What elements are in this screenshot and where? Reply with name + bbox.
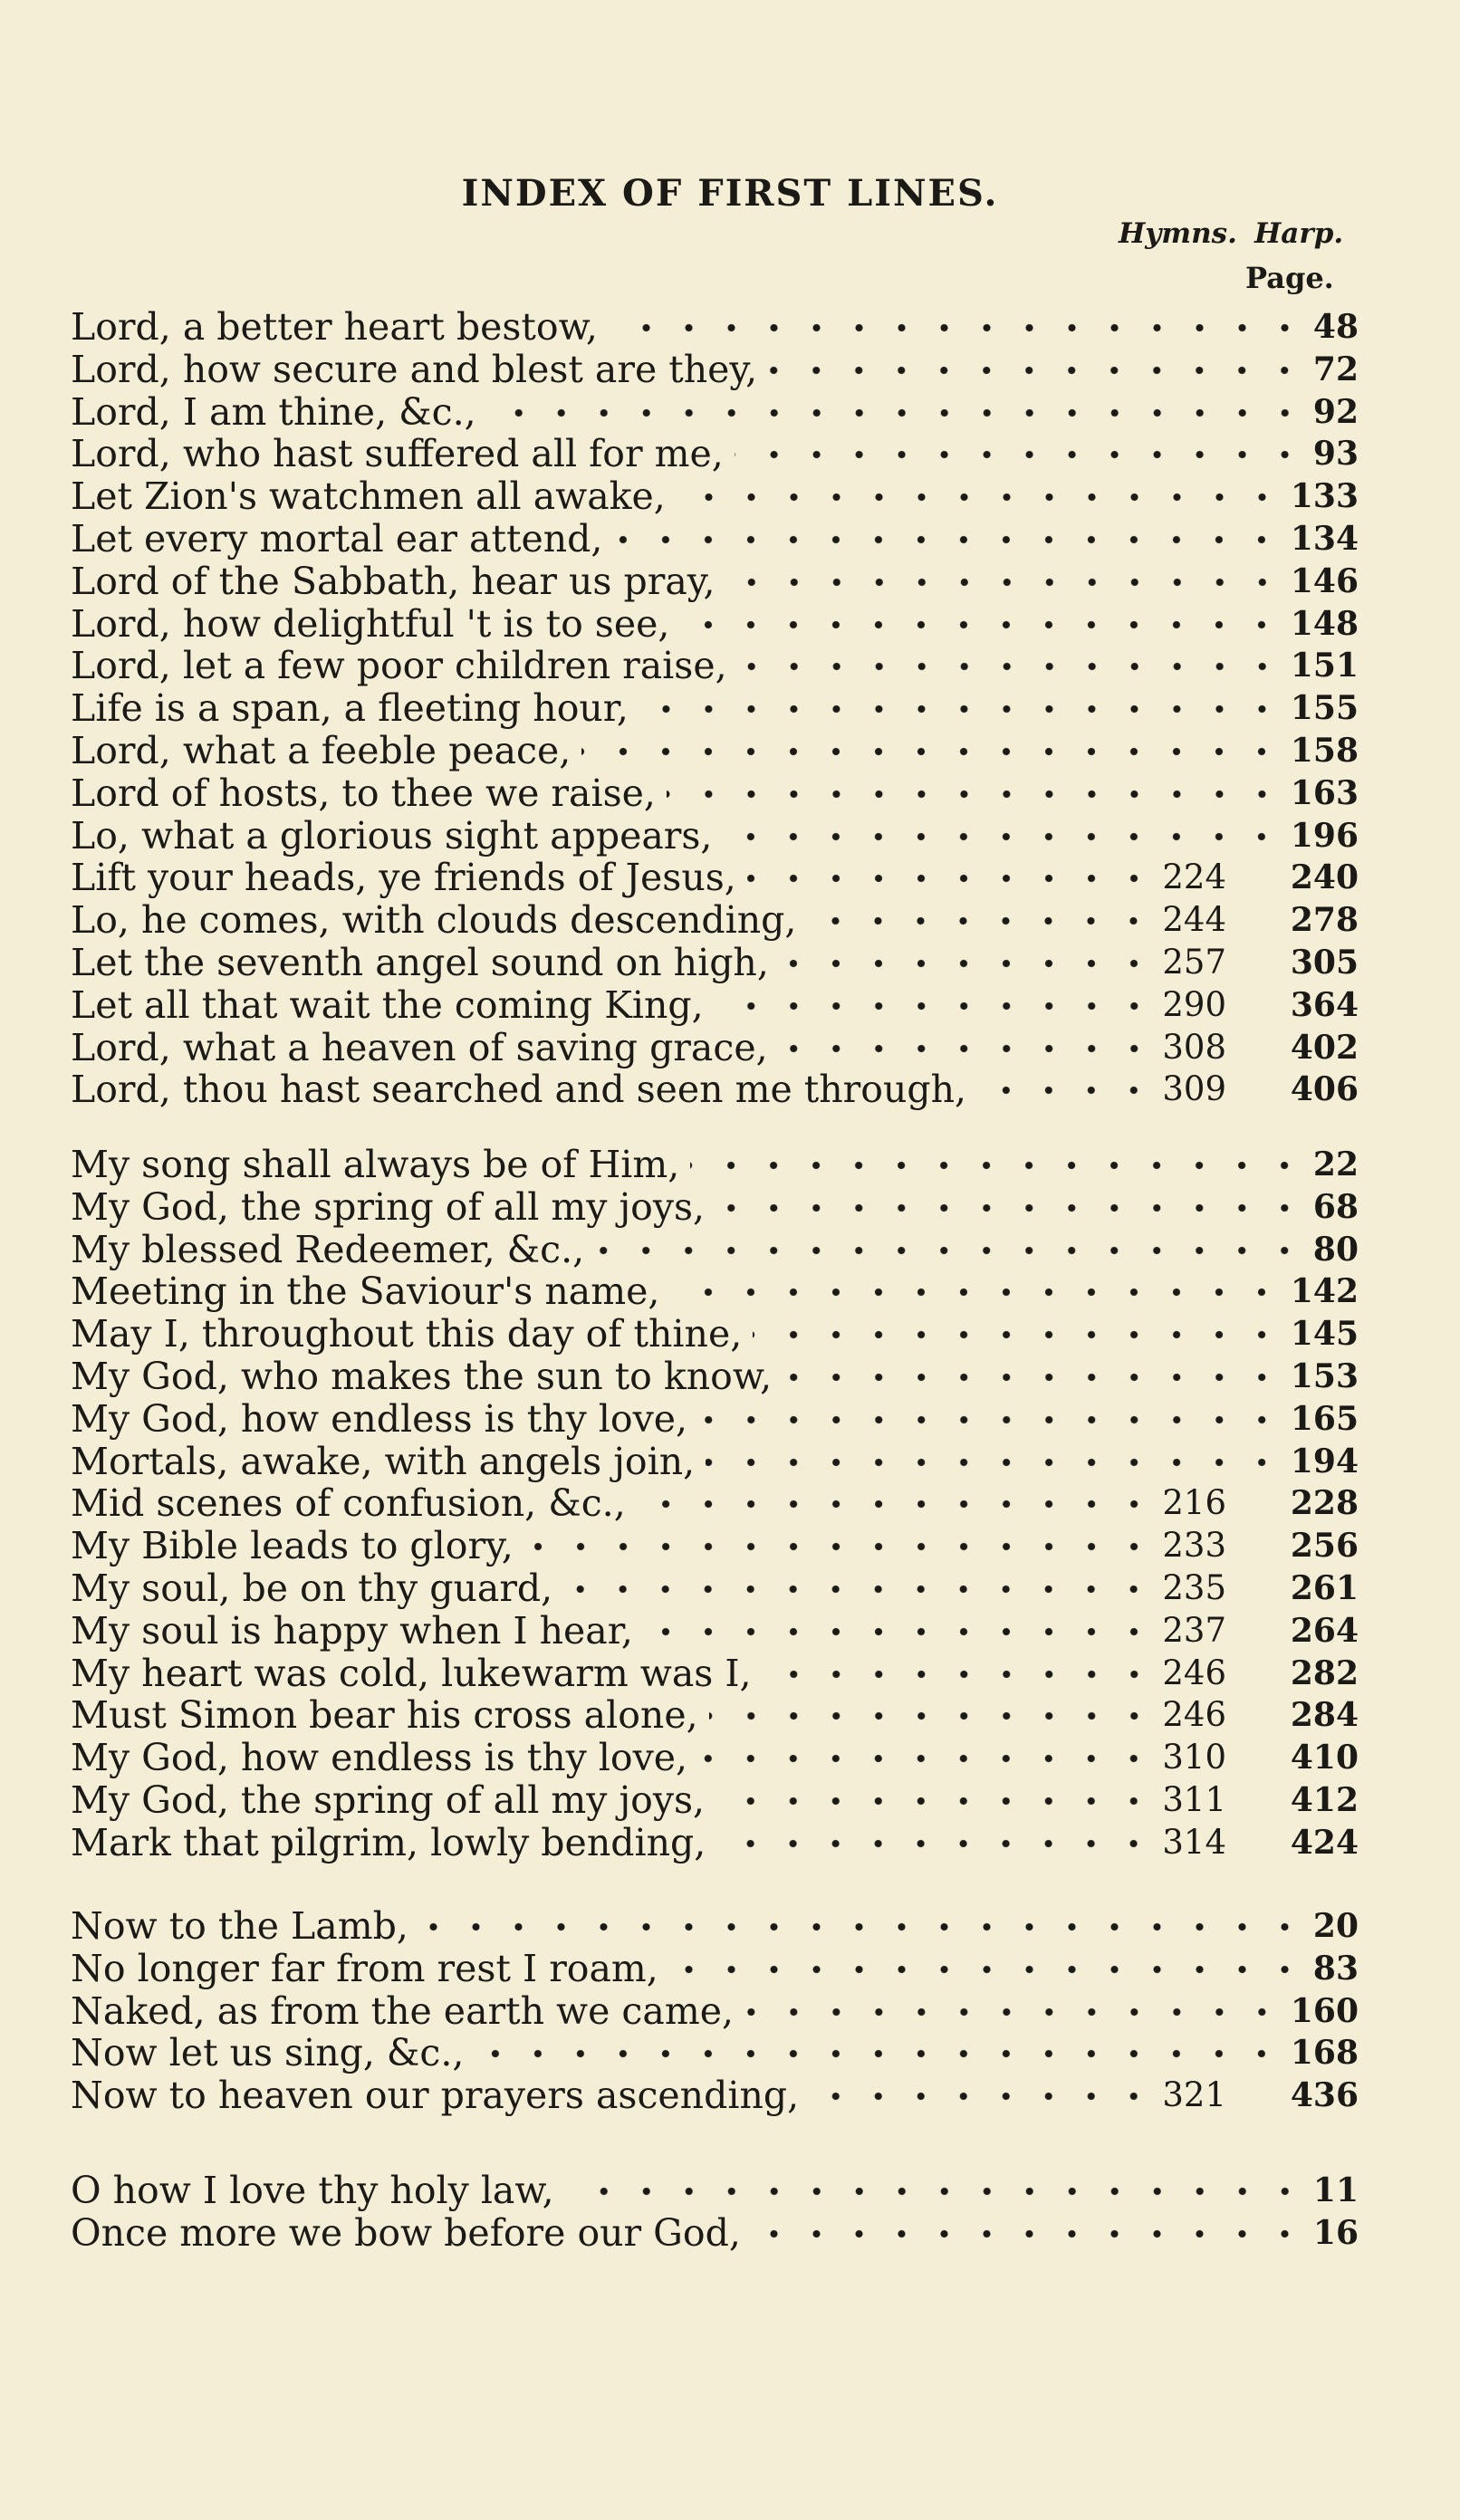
harp-page-number: 284 xyxy=(1290,1696,1359,1735)
dot-leader xyxy=(677,488,1283,506)
first-line-text: O how I love thy holy law, xyxy=(71,2169,554,2212)
hymn-number: 309 xyxy=(1162,1069,1226,1109)
harp-page-number: 278 xyxy=(1290,901,1359,940)
index-entry xyxy=(0,645,1460,687)
hymn-number: 321 xyxy=(1162,2075,1226,2115)
harp-page-number: 92 xyxy=(1312,392,1359,431)
index-entry xyxy=(0,772,1460,815)
index-entry xyxy=(0,1694,1460,1737)
hymn-number: 257 xyxy=(1162,942,1226,982)
index-entry xyxy=(0,518,1460,561)
index-entry xyxy=(0,1144,1460,1186)
harp-page-number: 48 xyxy=(1312,308,1359,346)
dot-leader xyxy=(768,361,1306,379)
first-line-text: My God, how endless is thy love, xyxy=(71,1396,688,1441)
harp-page-number: 83 xyxy=(1312,1949,1359,1988)
hymn-number: 224 xyxy=(1162,858,1226,897)
harp-page-number: 133 xyxy=(1290,477,1359,516)
harp-page-number: 160 xyxy=(1290,1991,1359,2030)
index-entry xyxy=(0,349,1460,391)
first-line-text: Lord, what a heaven of saving grace, xyxy=(71,1025,768,1069)
dot-leader xyxy=(680,616,1282,634)
page-title: INDEX OF FIRST LINES. xyxy=(461,172,999,215)
first-line-text: Lord, who hast suffered all for me, xyxy=(71,432,724,476)
first-line-text: Lift your heads, ye friends of Jesus, xyxy=(71,856,736,900)
index-entry xyxy=(0,1948,1460,1990)
section-o xyxy=(0,2170,1460,2255)
first-line-text: My blessed Redeemer, &c., xyxy=(71,1227,585,1271)
dot-leader xyxy=(667,785,1283,803)
harp-page-number: 305 xyxy=(1290,943,1359,982)
index-entry xyxy=(0,1567,1460,1610)
harp-page-number: 16 xyxy=(1312,2213,1359,2252)
hymn-number: 244 xyxy=(1162,900,1226,940)
first-line-text: No longer far from rest I roam, xyxy=(71,1946,658,1990)
dot-leader xyxy=(644,1623,1156,1641)
harp-page-number: 11 xyxy=(1312,2171,1359,2209)
dot-leader xyxy=(690,1156,1306,1174)
harp-page-number: 436 xyxy=(1290,2076,1359,2115)
first-line-text: My God, how endless is thy love, xyxy=(71,1736,688,1780)
index-entry xyxy=(0,1313,1460,1356)
dot-leader xyxy=(524,1538,1156,1556)
harp-page-number: 163 xyxy=(1290,773,1359,812)
harp-page-number: 146 xyxy=(1290,561,1359,600)
first-line-text: My heart was cold, lukewarm was I, xyxy=(71,1651,752,1695)
harp-page-number: 148 xyxy=(1290,604,1359,643)
dot-leader xyxy=(726,573,1283,591)
dot-leader xyxy=(698,1411,1283,1429)
dot-leader xyxy=(753,1326,1283,1344)
dot-leader xyxy=(752,2225,1306,2243)
first-line-text: Must Simon bear his cross alone, xyxy=(71,1693,698,1738)
first-line-text: Now let us sing, &c., xyxy=(71,2031,465,2075)
harp-page-number: 165 xyxy=(1290,1399,1359,1438)
dot-leader xyxy=(715,997,1156,1015)
first-line-text: My God, the spring of all my joys, xyxy=(71,1184,706,1229)
dot-leader xyxy=(738,657,1283,676)
harp-page-number: 168 xyxy=(1290,2034,1359,2073)
dot-leader xyxy=(670,1283,1282,1301)
index-entry xyxy=(0,1229,1460,1271)
index-entry xyxy=(0,1525,1460,1567)
dot-leader xyxy=(807,912,1155,930)
harp-page-number: 240 xyxy=(1290,858,1359,897)
index-entry xyxy=(0,1186,1460,1229)
dot-leader xyxy=(977,1081,1155,1099)
first-line-text: Lord, what a feeble peace, xyxy=(71,728,572,772)
first-line-text: Lord, a better heart bestow, xyxy=(71,305,598,349)
index-entry xyxy=(0,857,1460,899)
harp-page-number: 155 xyxy=(1290,689,1359,728)
harp-page-number: 93 xyxy=(1312,435,1359,474)
index-entry xyxy=(0,687,1460,730)
index-entry xyxy=(0,2170,1460,2212)
dot-leader xyxy=(783,1368,1283,1386)
first-line-text: Mortals, awake, with angels join, xyxy=(71,1439,696,1483)
first-line-text: Lord, how secure and blest are they, xyxy=(71,347,758,391)
first-line-text: My song shall always be of Him, xyxy=(71,1143,680,1186)
hymn-number: 235 xyxy=(1162,1567,1226,1607)
index-entry xyxy=(0,1356,1460,1398)
first-line-text: My Bible leads to glory, xyxy=(71,1524,514,1568)
section-l xyxy=(0,306,1460,1111)
index-entry xyxy=(0,1482,1460,1525)
section-n xyxy=(0,1905,1460,2117)
first-line-text: My soul is happy when I hear, xyxy=(71,1608,633,1653)
dot-leader xyxy=(716,1792,1155,1810)
harp-page-number: 228 xyxy=(1290,1484,1359,1523)
harp-page-number: 402 xyxy=(1290,1028,1359,1067)
index-entry xyxy=(0,433,1460,475)
index-entry xyxy=(0,1068,1460,1111)
harp-page-number: 410 xyxy=(1290,1739,1359,1777)
harp-page-number: 256 xyxy=(1290,1527,1359,1566)
dot-leader xyxy=(763,1665,1156,1683)
column-header-page: Page. xyxy=(1245,261,1334,295)
dot-leader xyxy=(563,1580,1155,1598)
index-entry xyxy=(0,899,1460,942)
first-line-text: Let the seventh angel sound on high, xyxy=(71,940,769,984)
hymn-number: 233 xyxy=(1162,1526,1226,1566)
harp-page-number: 20 xyxy=(1312,1907,1359,1945)
dot-leader xyxy=(595,1241,1306,1260)
index-entry xyxy=(0,1905,1460,1948)
dot-leader xyxy=(780,954,1156,973)
harp-page-number: 151 xyxy=(1290,647,1359,685)
dot-leader xyxy=(810,2087,1155,2105)
hymn-number: 246 xyxy=(1162,1653,1226,1692)
harp-page-number: 80 xyxy=(1312,1230,1359,1269)
section-m xyxy=(0,1144,1460,1864)
dot-leader xyxy=(609,319,1306,337)
index-entry xyxy=(0,1990,1460,2033)
hymn-number: 310 xyxy=(1162,1738,1226,1777)
index-entry xyxy=(0,391,1460,434)
harp-page-number: 282 xyxy=(1290,1653,1359,1692)
hymn-number: 308 xyxy=(1162,1027,1226,1067)
dot-leader xyxy=(747,869,1156,887)
index-entry xyxy=(0,2074,1460,2117)
first-line-text: Once more we bow before our God, xyxy=(71,2210,741,2255)
hymn-number: 216 xyxy=(1162,1483,1226,1523)
dot-leader xyxy=(779,1040,1156,1058)
first-line-text: Lo, what a glorious sight appears, xyxy=(71,813,713,858)
index-entry xyxy=(0,603,1460,646)
harp-page-number: 364 xyxy=(1290,985,1359,1024)
dot-leader xyxy=(706,1453,1283,1471)
index-entry xyxy=(0,1737,1460,1779)
hymn-number: 246 xyxy=(1162,1695,1226,1735)
harp-page-number: 412 xyxy=(1290,1780,1359,1819)
index-entry xyxy=(0,561,1460,603)
harp-page-number: 196 xyxy=(1290,816,1359,855)
index-entry xyxy=(0,1441,1460,1483)
dot-leader xyxy=(723,828,1282,846)
harp-page-number: 153 xyxy=(1290,1356,1359,1395)
index-entry xyxy=(0,1779,1460,1822)
index-entry xyxy=(0,815,1460,858)
first-line-text: Lord of hosts, to thee we raise, xyxy=(71,771,656,815)
harp-page-number: 68 xyxy=(1312,1187,1359,1226)
harp-page-number: 261 xyxy=(1290,1568,1359,1607)
first-line-text: Lord, I am thine, &c., xyxy=(71,389,476,434)
harp-page-number: 22 xyxy=(1312,1145,1359,1183)
first-line-text: Mark that pilgrim, lowly bending, xyxy=(71,1820,706,1864)
dot-leader xyxy=(419,1918,1306,1936)
dot-leader xyxy=(669,1960,1306,1979)
index-entry xyxy=(0,2032,1460,2074)
harp-page-number: 264 xyxy=(1290,1611,1359,1650)
dot-leader xyxy=(744,2003,1283,2021)
first-line-text: Let every mortal ear attend, xyxy=(71,516,603,561)
first-line-text: Life is a span, a fleeting hour, xyxy=(71,686,629,731)
first-line-text: May I, throughout this day of thine, xyxy=(71,1312,743,1356)
dot-leader xyxy=(716,1835,1155,1853)
first-line-text: My soul, be on thy guard, xyxy=(71,1566,553,1610)
first-line-text: Naked, as from the earth we came, xyxy=(71,1988,734,2033)
hymn-number: 314 xyxy=(1162,1822,1226,1862)
hymn-number: 311 xyxy=(1162,1779,1226,1819)
harp-page-number: 406 xyxy=(1290,1070,1359,1109)
dot-leader xyxy=(565,2182,1306,2200)
dot-leader xyxy=(698,1749,1155,1768)
harp-page-number: 134 xyxy=(1290,519,1359,558)
dot-leader xyxy=(735,446,1306,464)
index-entry xyxy=(0,475,1460,518)
dot-leader xyxy=(475,2045,1282,2063)
index-entry xyxy=(0,984,1460,1027)
harp-page-number: 158 xyxy=(1290,731,1359,770)
index-entry xyxy=(0,730,1460,772)
dot-leader xyxy=(637,1495,1156,1513)
index-entry xyxy=(0,2212,1460,2255)
harp-page-number: 142 xyxy=(1290,1272,1359,1311)
dot-leader xyxy=(709,1707,1156,1725)
first-line-text: Let Zion's watchmen all awake, xyxy=(71,474,666,519)
index-entry xyxy=(0,1270,1460,1313)
first-line-text: Now to the Lamb, xyxy=(71,1904,408,1948)
column-header-harp: Harp. xyxy=(1254,217,1344,250)
index-entry xyxy=(0,306,1460,349)
hymn-number: 290 xyxy=(1162,984,1226,1024)
first-line-text: Let all that wait the coming King, xyxy=(71,982,704,1027)
first-line-text: Lord, thou hast searched and seen me through, xyxy=(71,1068,967,1112)
index-entry xyxy=(0,1822,1460,1864)
dot-leader xyxy=(487,404,1306,422)
dot-leader xyxy=(639,700,1283,718)
hymn-number: 237 xyxy=(1162,1610,1226,1650)
first-line-text: My God, the spring of all my joys, xyxy=(71,1777,706,1822)
index-entry xyxy=(0,1610,1460,1653)
first-line-text: Lord of the Sabbath, hear us pray, xyxy=(71,559,716,603)
harp-page-number: 145 xyxy=(1290,1315,1359,1354)
index-entry xyxy=(0,942,1460,984)
index-entry xyxy=(0,1653,1460,1695)
harp-page-number: 424 xyxy=(1290,1823,1359,1862)
first-line-text: My God, who makes the sun to know, xyxy=(71,1354,773,1398)
harp-page-number: 72 xyxy=(1312,350,1359,388)
first-line-text: Lord, let a few poor children raise, xyxy=(71,644,727,688)
first-line-text: Meeting in the Saviour's name, xyxy=(71,1270,660,1314)
first-line-text: Now to heaven our prayers ascending, xyxy=(71,2074,800,2118)
column-header-hymns: Hymns. xyxy=(1119,217,1237,250)
dot-leader xyxy=(581,743,1283,761)
first-line-text: Mid scenes of confusion, &c., xyxy=(71,1481,626,1526)
index-entry xyxy=(0,1027,1460,1069)
dot-leader xyxy=(613,531,1282,549)
dot-leader xyxy=(716,1199,1306,1217)
first-line-text: Lord, how delightful 't is to see, xyxy=(71,601,670,646)
index-entry xyxy=(0,1398,1460,1441)
harp-page-number: 194 xyxy=(1290,1442,1359,1480)
first-line-text: Lo, he comes, with clouds descending, xyxy=(71,898,797,943)
